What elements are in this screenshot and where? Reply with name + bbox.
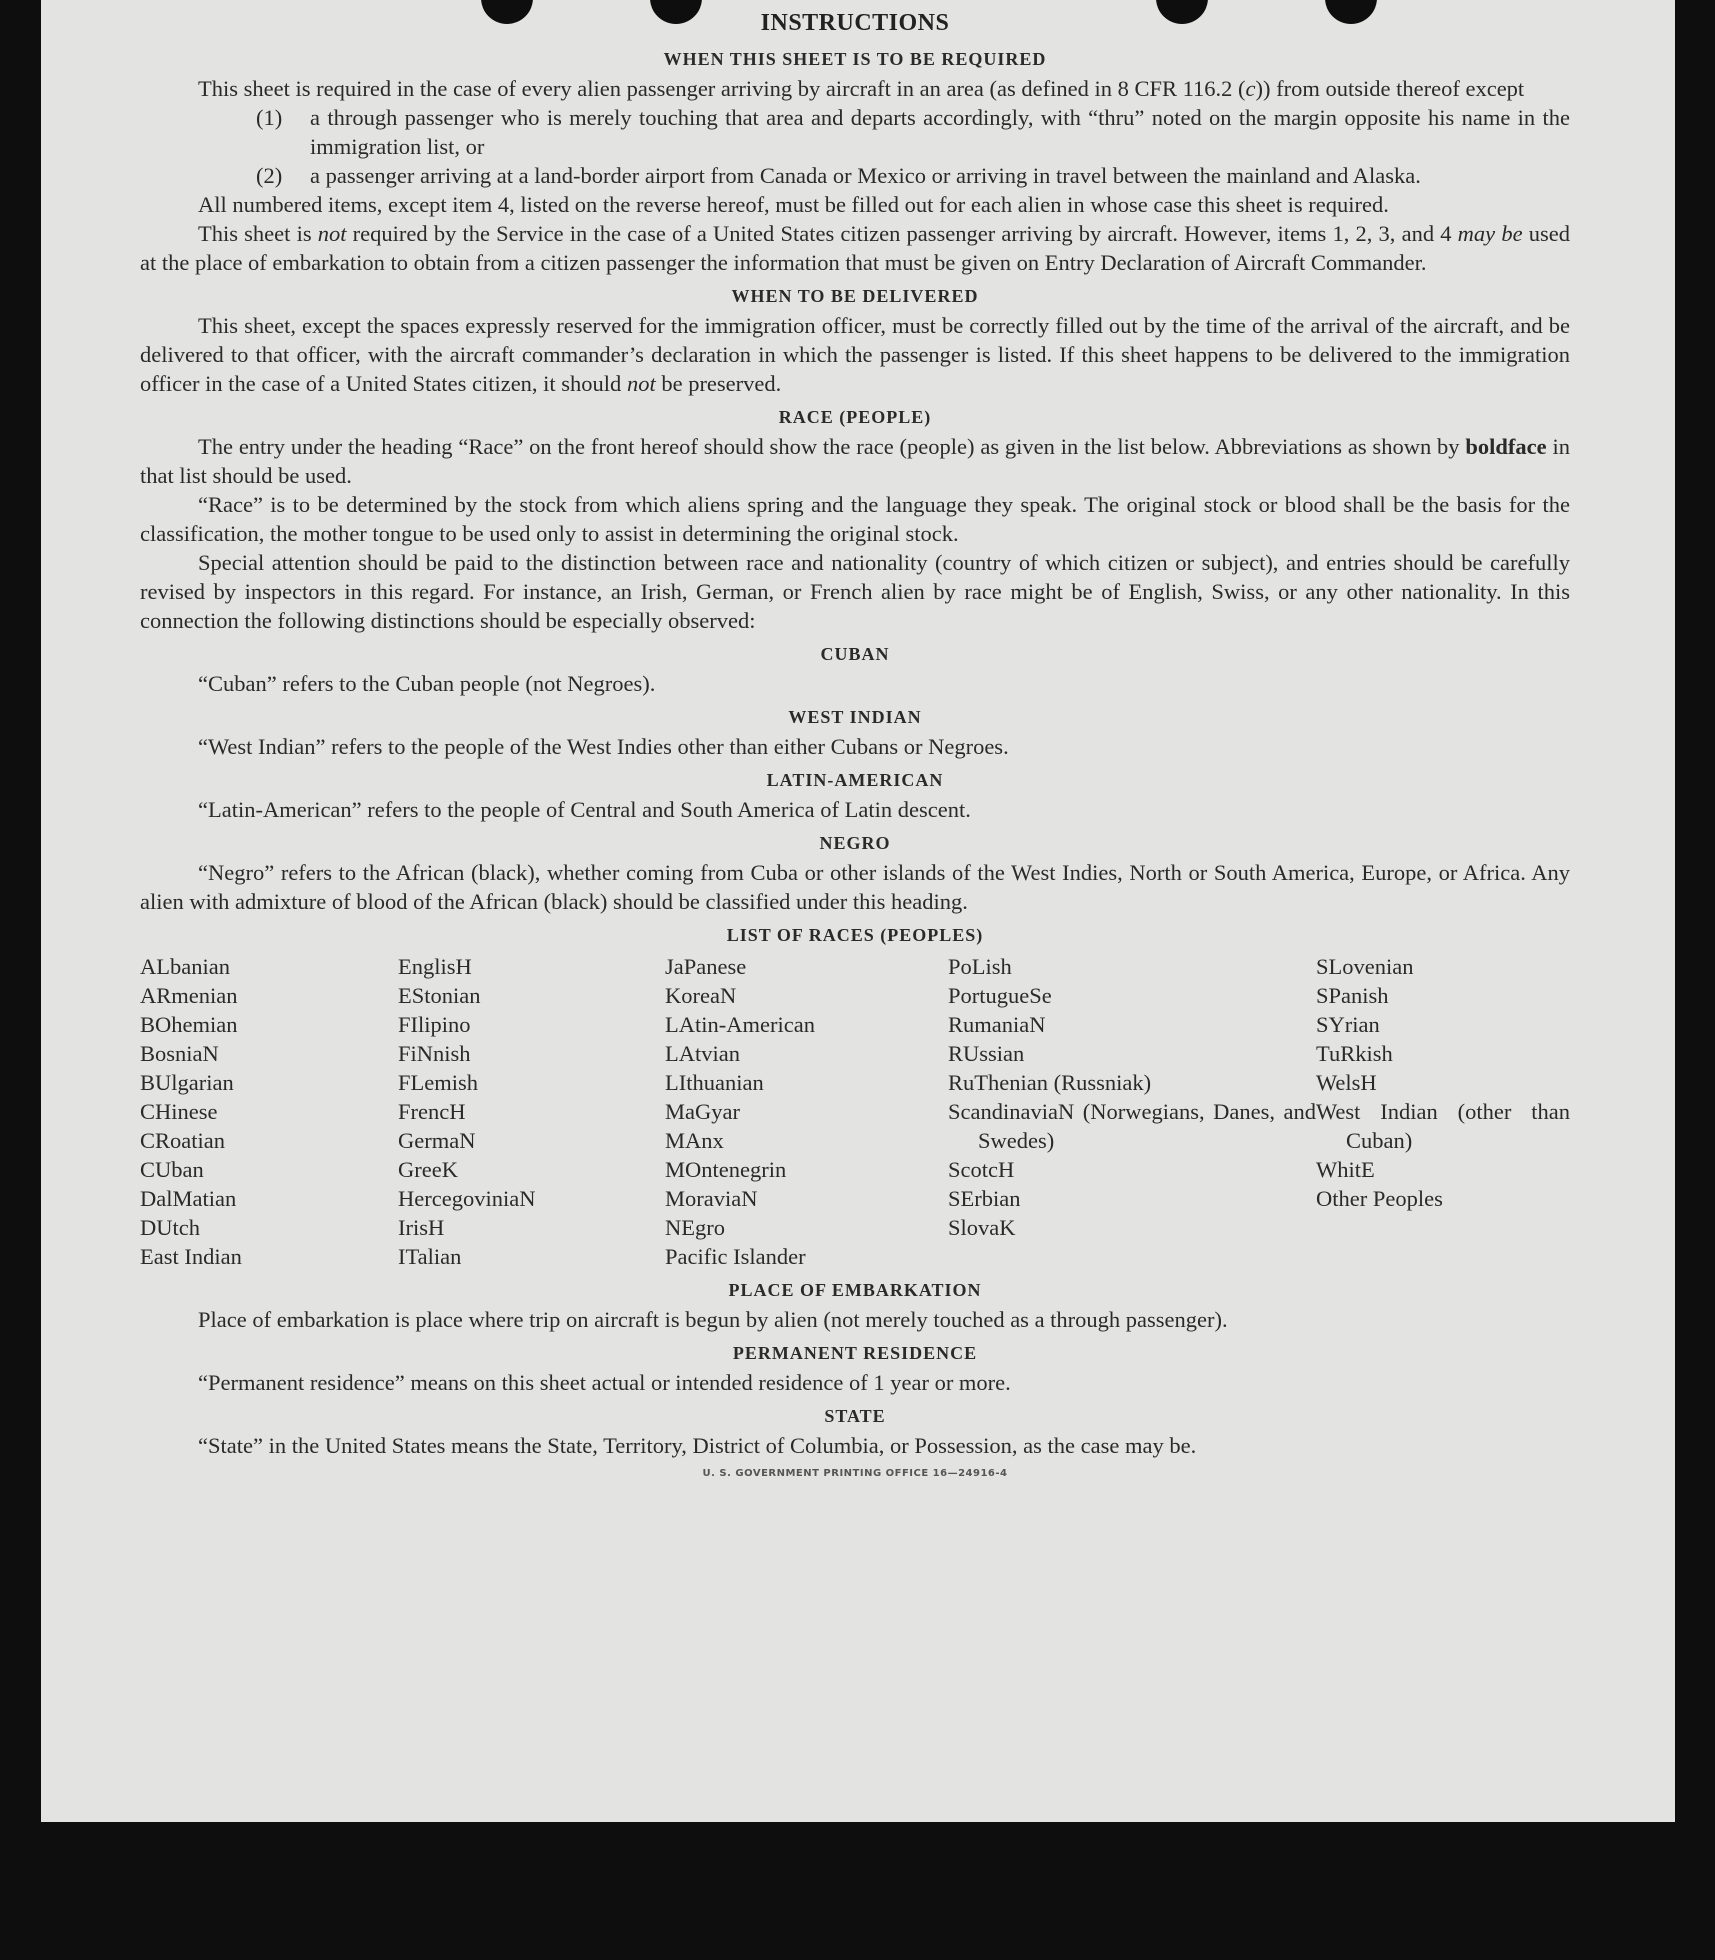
race-entry: LIthuanian xyxy=(665,1070,764,1095)
text-segment: Special attention should be paid to the distinction between race and nationality (country of which citizen or subject), and entries should be carefully revised by inspectors in this regard. For instance, an Irish, German, or French alien by race might be of English, Swiss, or any other nationality. In this connection the following distinctions should be especially observed: xyxy=(140,550,1570,633)
race-entry: FiNnish xyxy=(398,1041,471,1066)
section xyxy=(140,920,1570,1271)
race-entry: FLemish xyxy=(398,1070,479,1095)
race-entry: ScandinaviaN (Norwegians, Danes, and Swedes) xyxy=(948,1099,1316,1153)
section-heading: CUBAN xyxy=(820,644,890,664)
race-entry: JaPanese xyxy=(665,954,747,979)
numbered-item xyxy=(140,161,1570,190)
text-segment: “Race” is to be determined by the stock from which aliens spring and the language they speak. The original stock or blood shall be the basis for the classification, the mother tongue to be used only to assist in determining the original stock. xyxy=(140,492,1570,546)
sections xyxy=(140,44,1570,1460)
race-entry: SlovaK xyxy=(948,1215,1016,1240)
paragraph xyxy=(140,219,1570,277)
race-entry: RUssian xyxy=(948,1041,1025,1066)
race-entry: MAnx xyxy=(665,1128,724,1153)
section-heading: WHEN TO BE DELIVERED xyxy=(731,286,979,306)
race-entry: ARmenian xyxy=(140,983,238,1008)
race-entry: WhitE xyxy=(1316,1157,1375,1182)
paragraph xyxy=(140,432,1570,490)
text-segment: in that list should be used. xyxy=(140,434,1570,488)
text-segment: This sheet, except the spaces expressly reserved for the immigration officer, must be correctly filled out by the time of the arrival of the aircraft, and be delivered to that officer, with the aircraft commander’s declaration in which the passenger is listed. If this sheet happens to be delivered to the immigration officer in the case of a United States citizen, it should xyxy=(140,313,1570,396)
text-segment: “West Indian” refers to the people of the West Indies other than either Cubans or Negroes. xyxy=(198,734,1009,759)
race-entry: MaGyar xyxy=(665,1099,740,1124)
race-entry: EStonian xyxy=(398,983,481,1008)
race-entry: MoraviaN xyxy=(665,1186,758,1211)
text-segment: may be xyxy=(1457,221,1523,246)
paragraph xyxy=(140,1368,1570,1397)
race-entry: CHinese xyxy=(140,1099,218,1124)
text-segment: a through passenger who is merely touching that area and departs accordingly, with “thru” noted on the margin opposite his name in the immigration list, or xyxy=(310,105,1570,159)
section-heading: STATE xyxy=(824,1406,886,1426)
race-entry: SPanish xyxy=(1316,983,1389,1008)
text-segment: used at the place of embarkation to obtain from a citizen passenger the information that must be given on Entry Declaration of Aircraft Commander. xyxy=(140,221,1570,275)
race-entry: BosniaN xyxy=(140,1041,219,1066)
race-entry: East Indian xyxy=(140,1244,242,1269)
paragraph xyxy=(140,1431,1570,1460)
page-title: INSTRUCTIONS xyxy=(760,10,950,36)
section-heading: LIST OF RACES (PEOPLES) xyxy=(726,925,984,945)
paragraph xyxy=(140,669,1570,698)
race-entry: HercegoviniaN xyxy=(398,1186,536,1211)
item-number: (1) xyxy=(256,105,283,130)
section-heading: WEST INDIAN xyxy=(788,707,922,727)
section xyxy=(140,828,1570,916)
text-segment: “Permanent residence” means on this sheet actual or intended residence of 1 year or more. xyxy=(198,1370,1011,1395)
text-segment: This sheet is required in the case of every alien passenger arriving by aircraft in an area (as defined in 8 CFR 116.2 ( xyxy=(198,76,1246,101)
race-entry: ScotcH xyxy=(948,1157,1015,1182)
race-entry: PoLish xyxy=(948,954,1012,979)
race-entry: Other Peoples xyxy=(1316,1186,1443,1211)
race-entry: SLovenian xyxy=(1316,954,1414,979)
race-entry: DalMatian xyxy=(140,1186,237,1211)
race-entry: CUban xyxy=(140,1157,204,1182)
section xyxy=(140,281,1570,398)
race-column xyxy=(1316,952,1570,1271)
race-entry: PortugueSe xyxy=(948,983,1052,1008)
text-segment: Place of embarkation is place where trip on aircraft is begun by alien (not merely touched as a through passenger). xyxy=(198,1307,1228,1332)
race-entry: KoreaN xyxy=(665,983,737,1008)
numbered-item xyxy=(140,103,1570,161)
paragraph xyxy=(140,311,1570,398)
item-number: (2) xyxy=(256,163,283,188)
section xyxy=(140,639,1570,698)
section-heading: PLACE OF EMBARKATION xyxy=(728,1280,982,1300)
race-entry: ITalian xyxy=(398,1244,462,1269)
race-entry: WelsH xyxy=(1316,1070,1377,1095)
text-segment: required by the Service in the case of a United States citizen passenger arriving by aircraft. However, items 1, 2, 3, and 4 xyxy=(346,221,1458,246)
text-segment: “Cuban” refers to the Cuban people (not Negroes). xyxy=(198,671,656,696)
text-segment: boldface xyxy=(1465,434,1547,459)
paragraph xyxy=(140,548,1570,635)
race-entry: MOntenegrin xyxy=(665,1157,787,1182)
paragraph xyxy=(140,795,1570,824)
race-entry: GermaN xyxy=(398,1128,476,1153)
race-entry: BOhemian xyxy=(140,1012,238,1037)
race-list xyxy=(140,952,1570,1271)
paragraph xyxy=(140,490,1570,548)
race-entry: CRoatian xyxy=(140,1128,225,1153)
race-entry: RumaniaN xyxy=(948,1012,1046,1037)
race-entry: RuThenian (Russniak) xyxy=(948,1070,1152,1095)
printer-imprint: U. S. GOVERNMENT PRINTING OFFICE 16—24916-4 xyxy=(702,1468,1008,1479)
race-entry: BUlgarian xyxy=(140,1070,234,1095)
section-heading: NEGRO xyxy=(819,833,891,853)
paragraph xyxy=(140,732,1570,761)
paragraph xyxy=(140,1305,1570,1334)
text-segment: be preserved. xyxy=(655,371,782,396)
text-segment: a passenger arriving at a land-border airport from Canada or Mexico or arriving in travel between the mainland and Alaska. xyxy=(310,163,1421,188)
race-entry: EnglisH xyxy=(398,954,472,979)
paragraph xyxy=(140,74,1570,103)
section xyxy=(140,1401,1570,1460)
section-heading: PERMANENT RESIDENCE xyxy=(732,1343,978,1363)
race-entry: DUtch xyxy=(140,1215,200,1240)
race-entry: GreeK xyxy=(398,1157,458,1182)
text-segment: “Latin-American” refers to the people of Central and South America of Latin descent. xyxy=(198,797,971,822)
race-entry: ALbanian xyxy=(140,954,230,979)
section-heading: WHEN THIS SHEET IS TO BE REQUIRED xyxy=(663,49,1047,69)
text-segment: not xyxy=(317,221,347,246)
race-column xyxy=(140,952,398,1271)
race-entry: FIlipino xyxy=(398,1012,471,1037)
race-column xyxy=(948,952,1316,1271)
text-segment: “Negro” refers to the African (black), whether coming from Cuba or other islands of the West Indies, North or South America, Europe, or Africa. Any alien with admixture of blood of the African (black) should be classified under this heading. xyxy=(140,860,1570,914)
text-segment: The entry under the heading “Race” on the front hereof should show the race (people) as given in the list below. Abbreviations as shown by xyxy=(198,434,1466,459)
text-segment: c xyxy=(1245,76,1256,101)
instructions-content xyxy=(140,6,1570,1479)
race-entry: LAtin-American xyxy=(665,1012,815,1037)
race-entry: West Indian (other than Cuban) xyxy=(1316,1099,1570,1153)
text-segment: All numbered items, except item 4, listed on the reverse hereof, must be filled out for each alien in whose case this sheet is required. xyxy=(198,192,1389,217)
race-entry: NEgro xyxy=(665,1215,725,1240)
race-column xyxy=(665,952,948,1271)
race-entry: FrencH xyxy=(398,1099,466,1124)
race-column xyxy=(398,952,665,1271)
text-segment: )) from outside thereof except xyxy=(1255,76,1525,101)
paragraph xyxy=(140,190,1570,219)
race-entry: LAtvian xyxy=(665,1041,740,1066)
section xyxy=(140,44,1570,277)
section xyxy=(140,1338,1570,1397)
text-segment: not xyxy=(626,371,656,396)
race-entry: IrisH xyxy=(398,1215,445,1240)
section xyxy=(140,1275,1570,1334)
section-heading: LATIN-AMERICAN xyxy=(766,770,944,790)
section xyxy=(140,765,1570,824)
section xyxy=(140,702,1570,761)
section xyxy=(140,402,1570,635)
race-entry: SYrian xyxy=(1316,1012,1380,1037)
text-segment: This sheet is xyxy=(198,221,318,246)
text-segment: “State” in the United States means the State, Territory, District of Columbia, or Possession, as the case may be. xyxy=(198,1433,1197,1458)
paragraph xyxy=(140,858,1570,916)
race-entry: Pacific Islander xyxy=(665,1244,806,1269)
race-entry: TuRkish xyxy=(1316,1041,1393,1066)
race-entry: SErbian xyxy=(948,1186,1021,1211)
section-heading: RACE (PEOPLE) xyxy=(778,407,932,427)
